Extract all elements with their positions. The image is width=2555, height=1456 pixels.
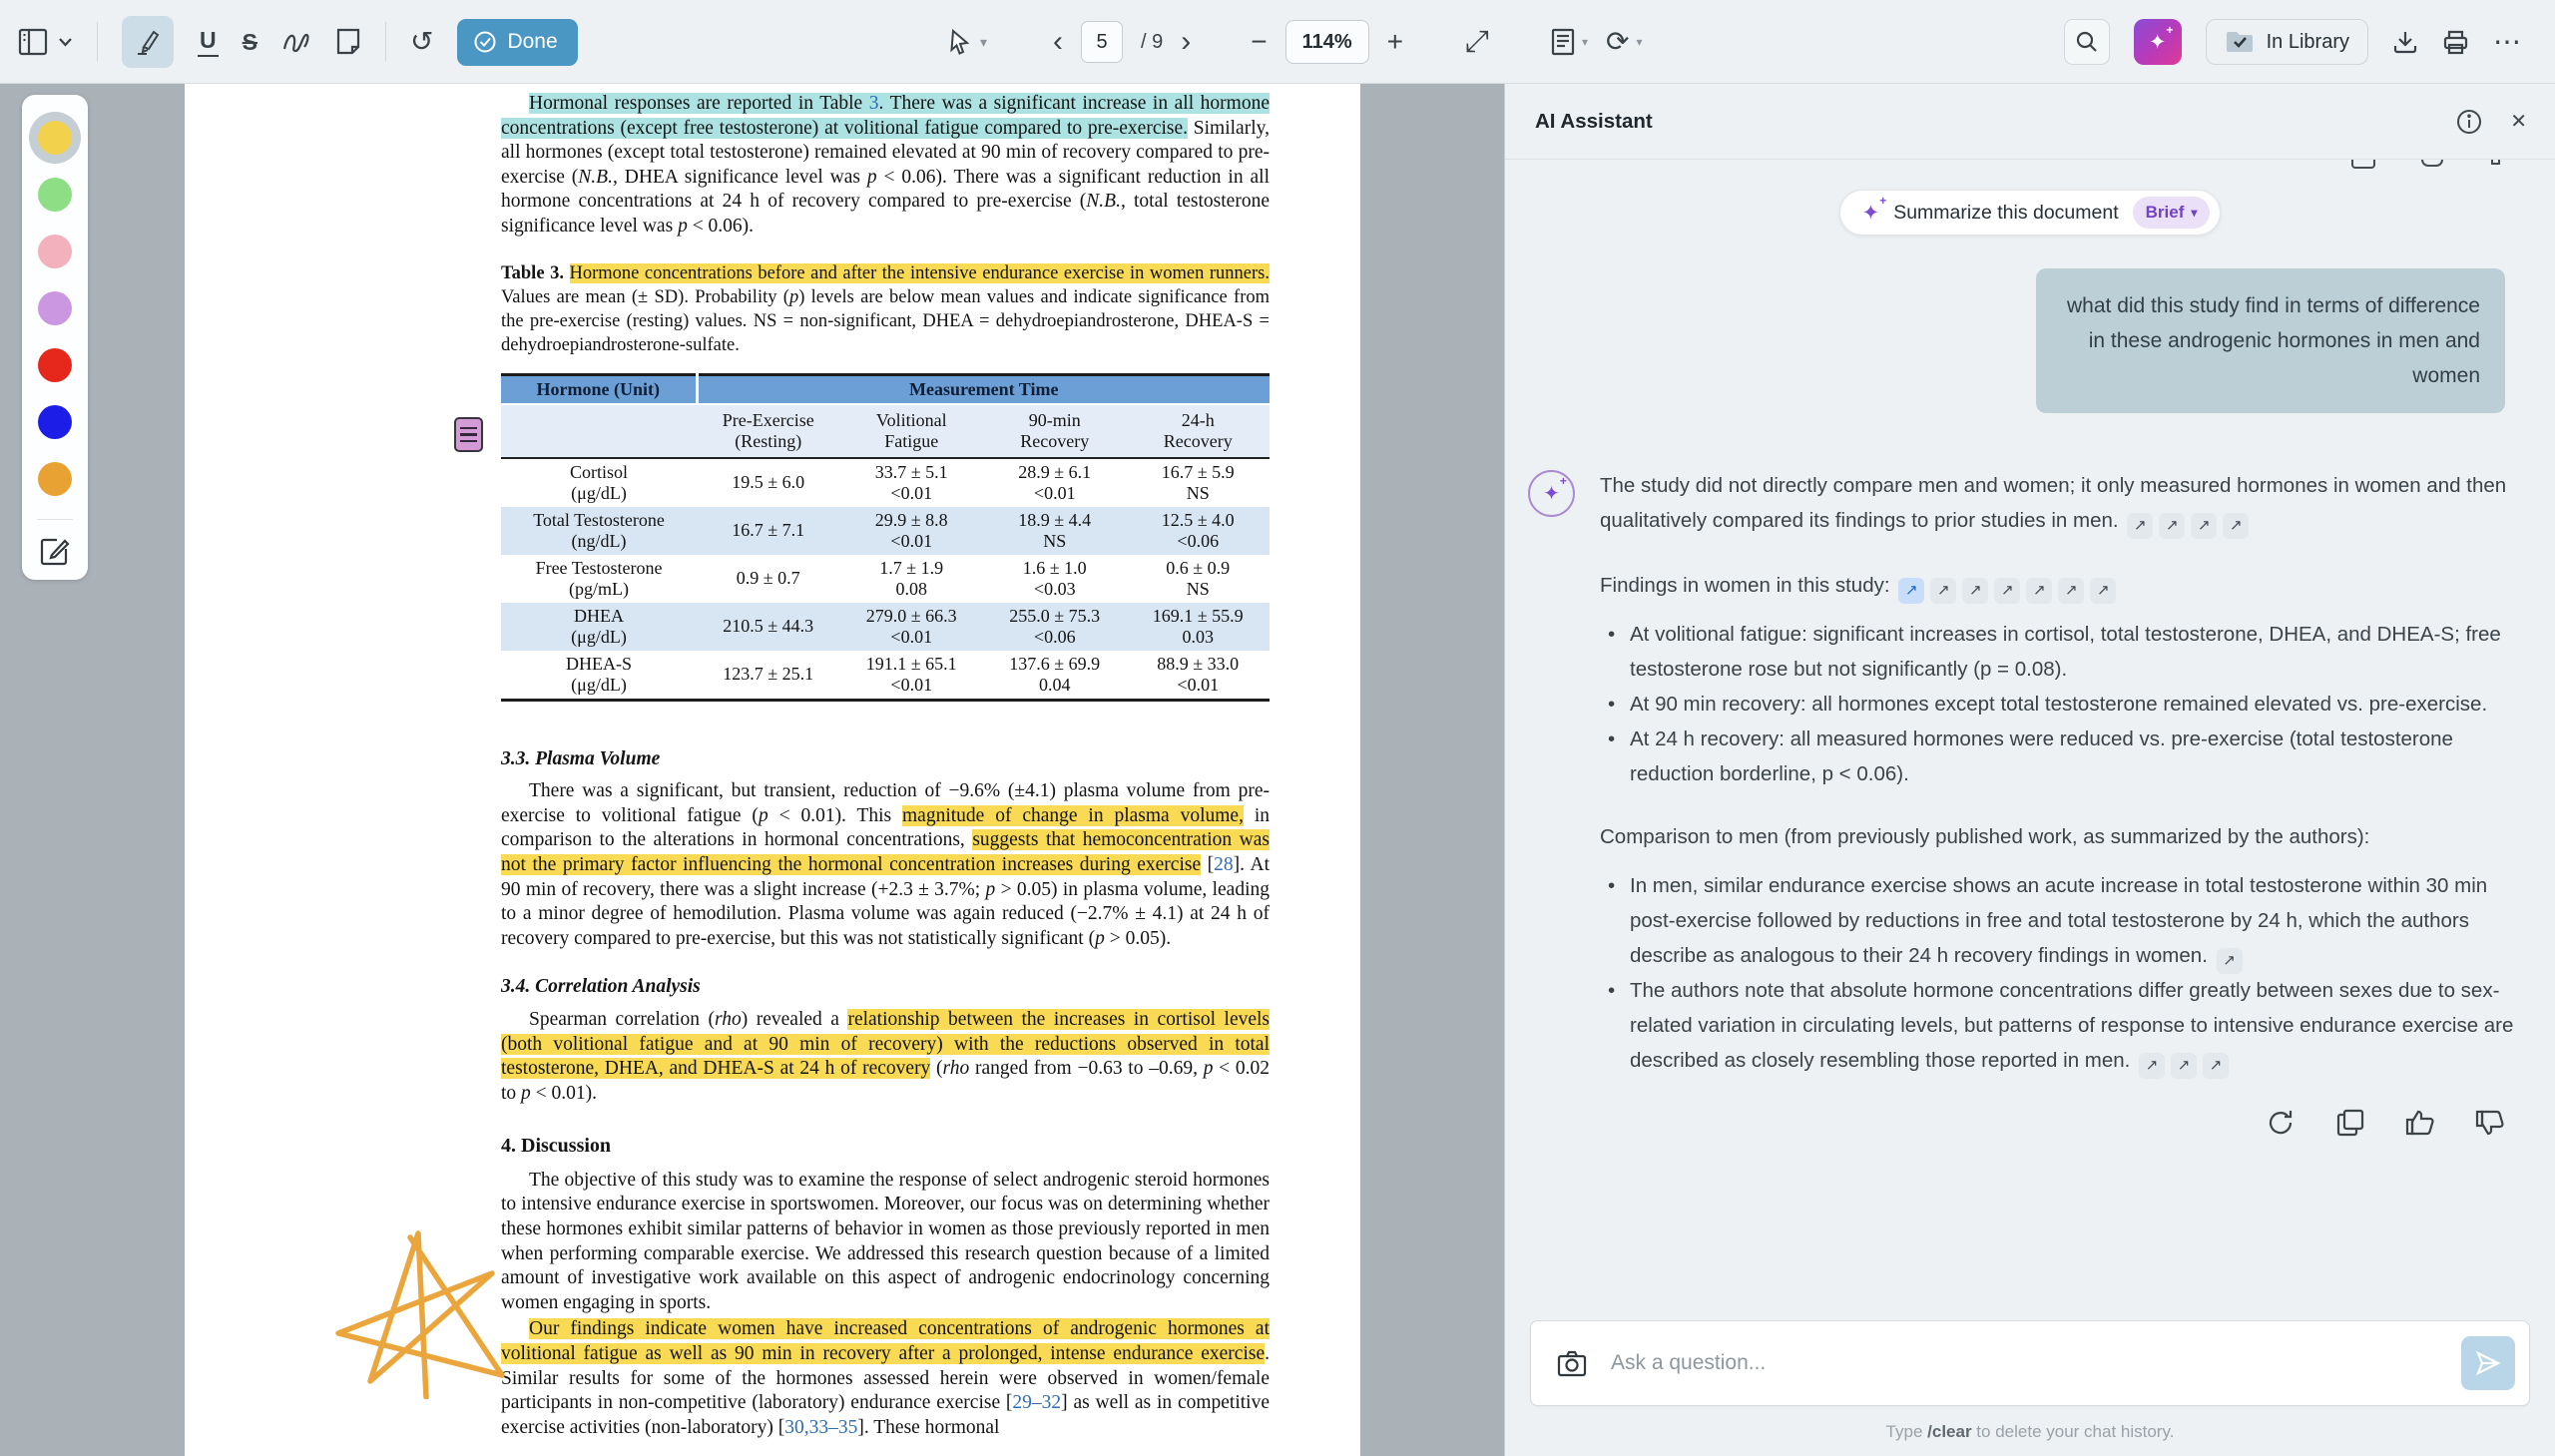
citation-arrow-chip[interactable]: ↗ <box>1898 578 1924 604</box>
text-segment: There was a significant, but transient, reduction of −9.6% (±4.1) plasma volume from pre-exercise to volitional fatigue ( <box>501 780 1270 826</box>
table3-caption <box>501 261 1270 357</box>
color-yellow-swatch[interactable] <box>38 121 72 155</box>
text-segment: At volitional fatigue: significant increases in cortisol, total testosterone, DHEA, and DHEA-S; free testosterone rose but not significantly (p = 0.08). <box>1630 623 2501 681</box>
table-row <box>501 507 1270 555</box>
text-segment: magnitude of change in plasma volume, <box>902 804 1244 826</box>
table-time-header: 24-h Recovery <box>1127 404 1271 458</box>
hormone-name-cell: Total Testosterone (ng/dL) <box>501 507 697 555</box>
next-page-button[interactable]: › <box>1181 25 1192 58</box>
scribble-tool-button[interactable] <box>281 29 311 55</box>
undo-icon: ↺ <box>409 26 434 57</box>
text-segment: Values are mean (± SD). Probability ( <box>501 286 789 307</box>
input-placeholder: Ask a question... <box>1611 1351 1767 1374</box>
citation-arrow-chip[interactable]: ↗ <box>2217 948 2243 974</box>
summarize-label: Summarize this document <box>1893 201 2119 224</box>
text-segment: Similarly, all hormones (except total testosterone) remained elevated at 90 min of recovery compared to pre-exercise ( <box>501 117 1270 188</box>
ai-findings-list <box>1600 617 2516 791</box>
text-segment: p <box>521 1082 531 1104</box>
measurement-cell: 169.1 ± 55.9 0.03 <box>1127 603 1271 651</box>
text-segment: relationship between the increases in cortisol levels (both volitional fatigue and at 90 min of recovery) with the reductions observed in total testosterone, DHEA, and DHEA-S at 24 h of recovery <box>501 1008 1271 1080</box>
table-row <box>501 603 1270 651</box>
text-segment: p <box>866 166 877 188</box>
text-segment: Findings in women in this study: <box>1600 574 1896 597</box>
done-button[interactable] <box>457 19 577 66</box>
color-purple-swatch[interactable] <box>38 291 72 325</box>
pre-exercise-cell: 0.9 ± 0.7 <box>736 568 800 589</box>
text-segment: Comparison to men (from previously published work, as summarized by the authors): <box>1600 825 2370 848</box>
zoom-out-button[interactable]: − <box>1251 26 1268 57</box>
text-segment: At 24 h recovery: all measured hormones were reduced vs. pre-exercise (total testosterone reduction borderline, p < 0.06). <box>1630 728 2453 785</box>
measurement-cell: 255.0 ± 75.3 <0.06 <box>983 603 1127 651</box>
previous-page-button[interactable]: ‹ <box>1053 25 1064 58</box>
text-segment: p <box>758 804 768 826</box>
select-tool-button[interactable] <box>948 29 987 55</box>
pdf-canvas <box>0 84 1504 1456</box>
text-segment: p <box>1095 927 1105 949</box>
text-segment: > 0.05) in plasma volume, leading to a minor degree of hemodilution. Plasma volume was again reduced (−2.7% ± 4.1) at 24 h of recovery compared to pre-exercise, but this was not statistically significant ( <box>501 878 1270 949</box>
chevron-down-icon: ▾ <box>1582 35 1589 49</box>
toolbar-left-group <box>18 0 578 84</box>
color-orange-swatch[interactable] <box>38 462 72 496</box>
ai-intro-paragraph <box>1600 468 2516 538</box>
chevron-down-icon: ▾ <box>980 33 988 50</box>
rotate-icon: ⟳ <box>1606 26 1630 57</box>
section-3-4-heading: 3.4. Correlation Analysis <box>501 976 701 998</box>
highlighter-tool-button[interactable] <box>122 16 174 68</box>
ai-findings-label <box>1600 568 2516 603</box>
download-icon <box>2392 29 2418 55</box>
text-segment: ]. At 90 min of recovery, there was a slight increase (+2.3 ± 3.7%; <box>501 853 1271 900</box>
measurement-cell: 191.1 ± 65.1 <0.01 <box>865 653 957 695</box>
copy-icon[interactable] <box>2335 1108 2365 1138</box>
text-segment: Our findings indicate women have increased concentrations of androgenic hormones at volitional fatigue as well as 90 min in recovery after a prolonged, intense endurance exercise <box>501 1318 1270 1365</box>
chevron-down-icon: ▾ <box>1636 35 1643 49</box>
clipped-previous-actions <box>1505 160 2555 174</box>
text-segment: Spearman correlation ( <box>529 1008 715 1030</box>
edit-pencil-icon <box>40 536 70 566</box>
table-time-header: Pre-Exercise (Resting) <box>697 404 840 458</box>
highlighter-icon <box>134 28 162 56</box>
pre-exercise-cell: 210.5 ± 44.3 <box>697 603 840 651</box>
info-icon[interactable] <box>2456 109 2482 135</box>
text-segment: Hormone concentrations before and after the intensive endurance exercise in women runners. <box>569 262 1270 283</box>
ai-message-body <box>1600 468 2516 1078</box>
text-segment: suggests that hemoconcentration was not the primary factor influencing the hormonal concentration increases during exercise <box>501 829 1270 875</box>
brief-dropdown[interactable] <box>2133 197 2211 229</box>
measurement-cell: 1.7 ± 1.9 0.08 <box>879 557 944 599</box>
brief-label: Brief <box>2145 203 2185 222</box>
measurement-cell: 16.7 ± 5.9 NS <box>1161 461 1235 503</box>
citation-arrow-chip[interactable]: ↗ <box>1930 578 1956 604</box>
sidebar-toggle-button[interactable] <box>18 27 73 57</box>
fullscreen-button[interactable]: ⤢ <box>1465 25 1489 58</box>
toolbar-divider <box>97 22 98 62</box>
measurement-cell: 29.9 ± 8.8 <0.01 <box>840 507 984 555</box>
hormone-name-cell: DHEA-S (μg/dL) <box>566 653 632 695</box>
undo-button[interactable] <box>410 28 433 56</box>
text-segment: < 0.06). There was a significant reduction in all hormone concentrations at 24 h of recovery compared to pre-exercise ( <box>501 166 1270 213</box>
chat-scroll-area[interactable] <box>1505 160 2555 1320</box>
toolbar-center-group <box>948 0 1643 84</box>
send-plane-icon <box>2475 1350 2501 1376</box>
pre-exercise-cell: 123.7 ± 25.1 <box>723 664 814 685</box>
measurement-cell: 0.6 ± 0.9 NS <box>1166 557 1231 599</box>
ai-panel-header <box>1505 84 2555 160</box>
zoom-level-input[interactable]: 114% <box>1285 20 1369 64</box>
measurement-cell: 18.9 ± 4.4 NS <box>983 507 1127 555</box>
hormone-name-cell: DHEA (μg/dL) <box>501 603 697 651</box>
text-segment: The study did not directly compare men and women; it only measured hormones in women and then qualitatively compared its findings to prior studies in men. <box>1600 474 2507 532</box>
text-segment: p <box>1203 1058 1214 1080</box>
ai-comparison-label <box>1600 819 2516 854</box>
rotate-button[interactable] <box>1606 28 1643 56</box>
text-segment: in comparison to the alterations in hormonal concentrations, <box>501 804 1270 851</box>
pdf-page <box>185 84 1360 1456</box>
search-icon <box>2075 30 2099 54</box>
section-4-heading: 4. Discussion <box>501 1135 612 1158</box>
message-action-row <box>1505 1108 2505 1138</box>
palette-divider <box>37 519 73 520</box>
citation-arrow-chip[interactable]: ↗ <box>2159 513 2185 539</box>
ai-assistant-panel <box>1504 84 2555 1456</box>
hormone-name-cell: Cortisol (μg/dL) <box>569 461 628 503</box>
citation-arrow-chip[interactable]: ↗ <box>1994 578 2020 604</box>
table-row <box>501 555 1270 603</box>
text-segment: < 0.01). <box>530 1082 598 1104</box>
text-segment: rho <box>714 1008 742 1030</box>
regenerate-icon[interactable] <box>2266 1108 2296 1138</box>
composer-area <box>1505 1320 2555 1456</box>
text-segment: < 0.06). <box>687 215 755 237</box>
pdf-text-column <box>501 92 1270 1456</box>
thumbs-up-icon <box>2421 160 2447 172</box>
text-segment: ] as well as in competitive exercise activities (non-laboratory) [ <box>501 1392 1270 1438</box>
citation-arrow-chip[interactable]: ↗ <box>2203 1053 2229 1079</box>
text-segment: The objective of this study was to examine the response of select androgenic steroid hormones to intensive endurance exercise in sportswomen. Moreover, our focus was on determining whether these hormones exhibit similar patterns of behavior in women as those previously reported in men when performing comparable exercise. We addressed this research question because of a limited amount of investigative work available on this aspect of androgenic endocrinology concerning women engaging in sports. <box>501 1169 1270 1313</box>
table-group-header: Measurement Time <box>697 374 1270 404</box>
print-icon <box>2442 29 2469 55</box>
library-folder-check-icon <box>2225 30 2255 54</box>
pre-exercise-cell: 19.5 ± 6.0 <box>732 472 805 493</box>
measurement-cell: 279.0 ± 66.3 <0.01 <box>840 603 984 651</box>
ai-sparkle-icon: ✦ + <box>1543 481 1560 506</box>
table-empty-cell <box>501 404 697 458</box>
text-segment: p <box>678 215 688 237</box>
text-segment: . Similar results for some of the hormones assessed herein were observed in women/female participants in non-competitive (laboratory) endurance exercise [ <box>501 1343 1270 1414</box>
text-segment: Table 3. <box>501 262 564 283</box>
strikethrough-tool-button[interactable] <box>243 29 257 56</box>
badge-check-icon <box>473 30 497 54</box>
text-segment <box>564 263 570 283</box>
text-segment: In men, similar endurance exercise shows an acute increase in total testosterone within 30 min post-exercise followed by reductions in free and total testosterone by 24 h, which the authors describe as analogous to their 24 h recovery findings in women. <box>1630 874 2488 967</box>
ai-panel-title: AI Assistant <box>1535 109 1653 133</box>
send-button[interactable] <box>2461 1336 2515 1390</box>
print-button[interactable] <box>2442 29 2469 55</box>
pdf-paragraph-hormonal-responses <box>501 92 1270 240</box>
in-library-button[interactable] <box>2206 19 2368 65</box>
top-toolbar <box>0 0 2555 84</box>
color-blue-swatch[interactable] <box>38 405 72 439</box>
strikethrough-icon: S <box>242 28 257 55</box>
highlight-note-marker[interactable] <box>454 417 483 452</box>
text-segment: . There was a significant increase in all hormone concentrations (except free testosterone) at volitional fatigue compared to pre-exercise. <box>501 93 1270 139</box>
bullet-item <box>1630 687 2516 722</box>
thumbs-up-icon[interactable] <box>2405 1108 2435 1138</box>
cursor-icon <box>948 29 972 55</box>
underline-tool-button[interactable] <box>198 27 219 57</box>
text-segment: ]. These hormonal <box>857 1416 1000 1438</box>
text-segment: < 0.02 to <box>501 1058 1271 1104</box>
bullet-item <box>1630 722 2516 791</box>
thumbs-down-icon <box>2491 160 2503 172</box>
reference-link[interactable]: 3 <box>868 93 879 114</box>
toolbar-divider <box>385 22 386 62</box>
text-segment: > 0.05). <box>1104 927 1172 949</box>
text-segment: N.B. <box>578 166 613 188</box>
text-segment: Hormonal responses are reported in Table <box>529 93 869 114</box>
ai-comparison-list <box>1600 868 2516 1078</box>
pre-exercise-cell: 16.7 ± 7.1 <box>697 507 840 555</box>
citation-arrow-chip[interactable]: ↗ <box>2171 1053 2197 1079</box>
color-red-swatch[interactable] <box>38 348 72 382</box>
thumbs-down-icon[interactable] <box>2475 1108 2505 1138</box>
text-segment: N.B. <box>1086 191 1121 213</box>
text-segment: ) levels are below mean values and indicate significance from the pre-exercise (resting) values. NS = non-significant, DHEA = dehydroepiandrosterone, DHEA-S = dehydroepiandrosterone-sulfate. <box>501 286 1270 355</box>
star-annotation[interactable] <box>334 1229 529 1399</box>
citation-arrow-chip[interactable]: ↗ <box>2026 578 2052 604</box>
highlight-color-palette <box>22 95 88 580</box>
ai-sparkle-icon: ✦ + <box>2149 30 2167 55</box>
search-button[interactable] <box>2064 19 2110 65</box>
citation-arrow-chip[interactable]: ↗ <box>2090 578 2116 604</box>
sidebar-panel-icon <box>18 27 48 57</box>
scribble-icon <box>281 29 311 55</box>
measurement-cell: 28.9 ± 6.1 <0.01 <box>1018 461 1092 503</box>
toolbar-right-group <box>2064 0 2521 84</box>
reference-link[interactable]: 28 <box>1214 853 1234 875</box>
hormone-table <box>501 373 1270 702</box>
text-segment: , DHEA significance level was <box>612 166 867 188</box>
underline-icon: U <box>198 27 219 57</box>
hormone-name-cell: Free Testosterone (pg/mL) <box>535 557 663 599</box>
citation-arrow-chip[interactable]: ↗ <box>2139 1053 2165 1079</box>
measurement-cell: 1.6 ± 1.0 <0.03 <box>1022 557 1087 599</box>
measurement-cell: 88.9 ± 33.0 <0.01 <box>1157 653 1240 695</box>
reference-link[interactable]: 30,33–35 <box>784 1416 858 1438</box>
close-panel-icon[interactable]: ✕ <box>2510 111 2527 133</box>
pdf-paragraph-discussion-2 <box>501 1317 1270 1440</box>
text-segment: ranged from −0.63 to –0.69, <box>969 1058 1204 1080</box>
bullet-item <box>1630 617 2516 687</box>
measurement-cell: 33.7 ± 5.1 <0.01 <box>874 461 948 503</box>
zoom-in-button[interactable]: + <box>1386 26 1403 57</box>
chevron-down-icon <box>58 37 73 47</box>
copy-icon <box>2351 160 2377 172</box>
table-col1-header: Hormone (Unit) <box>501 374 697 404</box>
done-label: Done <box>507 30 558 53</box>
custom-annotation-button[interactable] <box>40 536 70 566</box>
table-time-header: 90-min Recovery <box>983 404 1127 458</box>
text-segment: < 0.01). This <box>767 804 903 826</box>
text-segment: At 90 min recovery: all hormones except total testosterone remained elevated vs. pre-exercise. <box>1630 693 2488 716</box>
section-3-3-heading: 3.3. Plasma Volume <box>501 747 661 769</box>
measurement-cell: 137.6 ± 69.9 0.04 <box>1009 653 1101 695</box>
citation-arrow-chip[interactable]: ↗ <box>2058 578 2084 604</box>
bullet-item <box>1630 868 2516 973</box>
citation-arrow-chip[interactable]: ↗ <box>2191 513 2217 539</box>
table-row <box>501 651 1270 701</box>
download-button[interactable] <box>2392 29 2418 55</box>
page-total-label: / 9 <box>1141 30 1164 53</box>
measurement-cell: 12.5 ± 4.0 <0.06 <box>1127 507 1271 555</box>
text-segment: rho <box>942 1058 970 1080</box>
user-message-bubble: what did this study find in terms of difference in these androgenic hormones in men and women <box>2036 268 2505 413</box>
text-segment: The authors note that absolute hormone concentrations differ greatly between sexes due to sex-related variation in circulating levels, but patterns of response to intensive endurance exercise are described as closely resembling those reported in men. <box>1630 979 2514 1072</box>
ai-avatar <box>1528 470 1575 517</box>
color-green-swatch[interactable] <box>38 178 72 212</box>
summarize-document-button[interactable] <box>1839 190 2222 236</box>
note-tool-button[interactable] <box>335 28 361 56</box>
text-segment: , total testosterone significance level was <box>501 191 1270 237</box>
pdf-paragraph-discussion-1 <box>501 1169 1270 1316</box>
bullet-item <box>1630 973 2516 1078</box>
citation-arrow-chip[interactable]: ↗ <box>1962 578 1988 604</box>
document-layout-icon <box>1551 28 1575 56</box>
question-input[interactable] <box>1530 1320 2530 1406</box>
citation-arrow-chip[interactable]: ↗ <box>2223 513 2249 539</box>
pdf-paragraph-plasma-volume <box>501 779 1270 951</box>
reference-link[interactable]: 29–32 <box>1012 1392 1062 1414</box>
pdf-paragraph-correlation <box>501 1008 1270 1106</box>
in-library-label: In Library <box>2266 30 2349 53</box>
page-layout-button[interactable] <box>1551 28 1588 56</box>
clear-history-hint: Type /clear to delete your chat history. <box>1885 1422 2175 1441</box>
text-segment: ) revealed a <box>741 1008 848 1030</box>
citation-arrow-chip[interactable]: ↗ <box>2127 513 2153 539</box>
note-page-icon <box>335 28 361 56</box>
camera-icon[interactable] <box>1557 1350 1587 1377</box>
ai-message <box>1505 468 2555 1078</box>
more-options-button[interactable]: ⋯ <box>2493 26 2521 57</box>
text-segment: ( <box>930 1058 943 1080</box>
table-row <box>501 458 1270 507</box>
text-segment: p <box>788 286 799 307</box>
color-pink-swatch[interactable] <box>38 235 72 268</box>
text-segment: [ <box>1201 853 1215 875</box>
text-segment: p <box>985 878 996 900</box>
sparkle-icon: ✦ + <box>1862 201 1880 226</box>
table-time-header: Volitional Fatigue <box>840 404 984 458</box>
chevron-down-icon: ▾ <box>2191 206 2198 220</box>
page-number-input[interactable]: 5 <box>1081 21 1123 63</box>
ai-assistant-button[interactable] <box>2134 19 2182 65</box>
